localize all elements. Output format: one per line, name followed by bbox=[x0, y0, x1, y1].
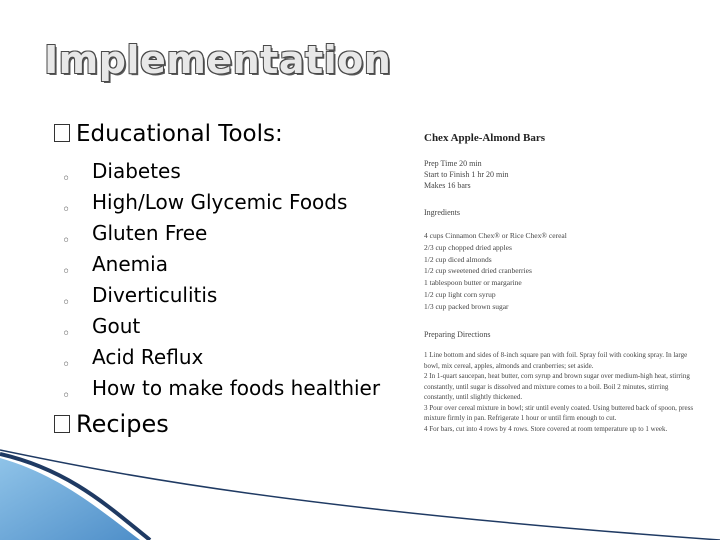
ring-bullet-icon: ◦ bbox=[62, 171, 71, 187]
bullet-label: Recipes bbox=[76, 410, 169, 438]
ring-bullet-icon: ◦ bbox=[62, 202, 71, 218]
square-box-icon bbox=[54, 124, 70, 142]
swoosh-fill bbox=[0, 458, 140, 540]
sub-bullet-item: ◦ Anemia bbox=[54, 249, 414, 280]
directions-heading: Preparing Directions bbox=[424, 330, 491, 339]
ring-bullet-icon: ◦ bbox=[62, 326, 71, 342]
slide-title: Implementation bbox=[44, 38, 392, 82]
sub-bullet-item: ◦ Diabetes bbox=[54, 156, 414, 187]
ring-bullet-icon: ◦ bbox=[62, 233, 71, 249]
sub-bullet-item: ◦ Gout bbox=[54, 311, 414, 342]
recipe-meta: Prep Time 20 min Start to Finish 1 hr 20 min Makes 16 bars bbox=[424, 159, 509, 190]
sub-bullet-item: ◦ High/Low Glycemic Foods bbox=[54, 187, 414, 218]
sub-bullet-item: ◦ How to make foods healthier bbox=[54, 373, 392, 404]
ring-bullet-icon: ◦ bbox=[62, 388, 71, 404]
bullet-educational-tools bbox=[54, 118, 414, 150]
ring-bullet-icon: ◦ bbox=[62, 264, 71, 280]
recipe-card-image bbox=[418, 130, 698, 460]
ring-bullet-icon: ◦ bbox=[62, 357, 71, 373]
directions-list: 1 Line bottom and sides of 8-inch square pan with foil. Spray foil with cooking spray. In large bowl, mix cereal, apples, almonds and cranberries; set aside. 2 In 1-quart saucepan, heat butter, corn syrup and brown sugar over medium-high heat, stirring constantly, until sugar is dissolved and mixture comes to a boil. Boil 2 minutes, stirring constantly, until slightly thickened. 3 Pour over cereal mixture in bowl; stir until evenly coated. Using buttered back of spoon, press mixture firmly in pan. Refrigerate 1 hour or until firm enough to cut. 4 For bars, cut into 4 rows by 4 rows. Store covered at room temperature up to 1 week. bbox=[424, 351, 694, 433]
sub-bullet-item: ◦ Acid Reflux bbox=[54, 342, 414, 373]
decorative-swoosh bbox=[0, 440, 720, 540]
bullet-recipes bbox=[54, 408, 414, 440]
square-box-icon bbox=[54, 415, 70, 433]
sub-bullet-item: ◦ Diverticulitis bbox=[54, 280, 414, 311]
ingredients-list: 4 cups Cinnamon Chex® or Rice Chex® cereal 2/3 cup chopped dried apples 1/2 cup diced almonds 1/2 cup sweetened dried cranberries 1 tablespoon butter or margarine 1/2 cup light corn syrup 1/3 cup packed brown sugar bbox=[424, 231, 567, 311]
sub-bullet-list bbox=[54, 156, 414, 404]
bullet-label: Educational Tools: bbox=[76, 121, 283, 147]
bullet-list bbox=[54, 118, 414, 440]
ingredients-heading: Ingredients bbox=[424, 208, 460, 217]
sub-bullet-item: ◦ Gluten Free bbox=[54, 218, 414, 249]
recipe-title: Chex Apple-Almond Bars bbox=[424, 132, 546, 144]
ring-bullet-icon: ◦ bbox=[62, 295, 71, 311]
